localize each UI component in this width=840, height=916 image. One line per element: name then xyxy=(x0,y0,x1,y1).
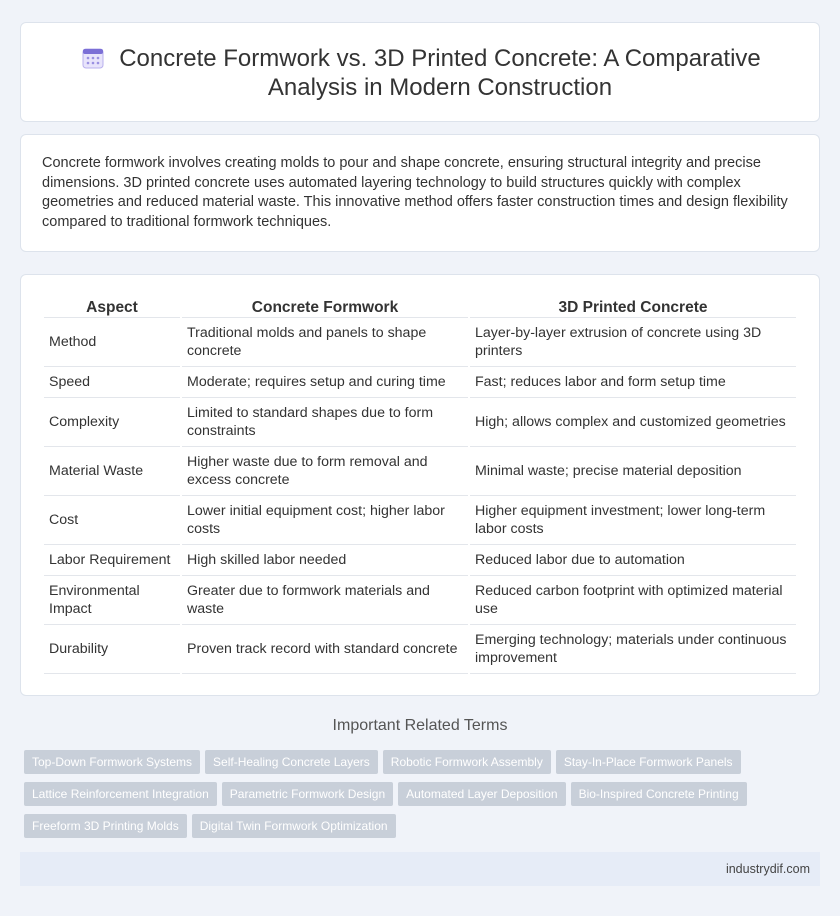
printed-cell: Layer-by-layer extrusion of concrete using 3D printers xyxy=(470,318,796,367)
aspect-cell: Method xyxy=(44,318,180,367)
aspect-cell: Speed xyxy=(44,367,180,398)
aspect-cell: Complexity xyxy=(44,398,180,447)
aspect-cell: Durability xyxy=(44,625,180,674)
tag-bio-inspired-concrete-printing[interactable]: Bio-Inspired Concrete Printing xyxy=(571,782,747,806)
intro-paragraph: Concrete formwork involves creating molds to pour and shape concrete, ensuring structural integrity and precise dimensions. 3D printed concrete uses automated layering technology to build structures quickly with complex geometries and reduced material waste. This innovative method offers faster construction times and design flexibility compared to traditional formwork techniques. xyxy=(42,155,788,230)
printed-cell: Emerging technology; materials under continuous improvement xyxy=(470,625,796,674)
tag-robotic-formwork-assembly[interactable]: Robotic Formwork Assembly xyxy=(383,750,551,774)
table-row xyxy=(44,496,796,545)
page-title: Concrete Formwork vs. 3D Printed Concrete: A Comparative Analysis in Modern Construction xyxy=(119,45,761,101)
tag-parametric-formwork-design[interactable]: Parametric Formwork Design xyxy=(222,782,393,806)
intro-card xyxy=(20,134,820,252)
table-row xyxy=(44,447,796,496)
header-3d-printed-concrete: 3D Printed Concrete xyxy=(470,295,796,318)
aspect-cell: Cost xyxy=(44,496,180,545)
formwork-cell: High skilled labor needed xyxy=(182,545,468,576)
tag-digital-twin-formwork-optimization[interactable]: Digital Twin Formwork Optimization xyxy=(192,814,396,838)
table-row xyxy=(44,625,796,674)
comparison-table xyxy=(42,295,798,674)
header-aspect: Aspect xyxy=(44,295,180,318)
table-row xyxy=(44,398,796,447)
printed-cell: Higher equipment investment; lower long-term labor costs xyxy=(470,496,796,545)
comparison-card xyxy=(20,274,820,696)
related-terms-heading: Important Related Terms xyxy=(332,717,508,734)
tag-stay-in-place-formwork-panels[interactable]: Stay-In-Place Formwork Panels xyxy=(556,750,741,774)
tag-self-healing-concrete-layers[interactable]: Self-Healing Concrete Layers xyxy=(205,750,378,774)
aspect-cell: Labor Requirement xyxy=(44,545,180,576)
tag-row xyxy=(24,814,401,838)
tag-freeform-3d-printing-molds[interactable]: Freeform 3D Printing Molds xyxy=(24,814,187,838)
formwork-cell: Lower initial equipment cost; higher labor costs xyxy=(182,496,468,545)
formwork-cell: Higher waste due to form removal and excess concrete xyxy=(182,447,468,496)
aspect-cell: Material Waste xyxy=(44,447,180,496)
printed-cell: Reduced labor due to automation xyxy=(470,545,796,576)
printed-cell: Minimal waste; precise material deposition xyxy=(470,447,796,496)
formwork-cell: Moderate; requires setup and curing time xyxy=(182,367,468,398)
table-row xyxy=(44,318,796,367)
tag-top-down-formwork-systems[interactable]: Top-Down Formwork Systems xyxy=(24,750,200,774)
printed-cell: High; allows complex and customized geometries xyxy=(470,398,796,447)
aspect-cell: Environmental Impact xyxy=(44,576,180,625)
table-row xyxy=(44,576,796,625)
formwork-cell: Proven track record with standard concrete xyxy=(182,625,468,674)
table-row xyxy=(44,545,796,576)
formwork-cell: Traditional molds and panels to shape concrete xyxy=(182,318,468,367)
tag-automated-layer-deposition[interactable]: Automated Layer Deposition xyxy=(398,782,565,806)
table-row xyxy=(44,367,796,398)
footer-site-link[interactable]: industrydif.com xyxy=(725,862,810,876)
footer xyxy=(20,852,820,886)
tag-lattice-reinforcement-integration[interactable]: Lattice Reinforcement Integration xyxy=(24,782,217,806)
printed-cell: Reduced carbon footprint with optimized material use xyxy=(470,576,796,625)
formwork-cell: Limited to standard shapes due to form constraints xyxy=(182,398,468,447)
formwork-cell: Greater due to formwork materials and waste xyxy=(182,576,468,625)
tag-row xyxy=(24,782,752,806)
header-concrete-formwork: Concrete Formwork xyxy=(182,295,468,318)
printed-cell: Fast; reduces labor and form setup time xyxy=(470,367,796,398)
tag-row xyxy=(24,750,746,774)
